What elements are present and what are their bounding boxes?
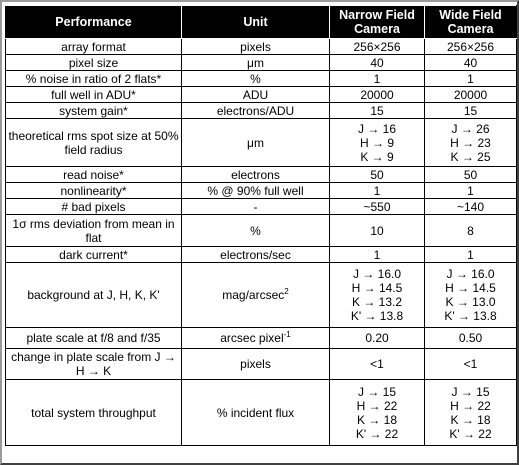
- table-row: [6, 183, 517, 199]
- parameter-cell: plate scale at f/8 and f/35: [6, 328, 182, 349]
- unit-text: pixels: [240, 357, 271, 371]
- narrow-value: 1: [373, 247, 381, 262]
- unit-superscript: 2: [284, 287, 289, 296]
- parameter-cell: system gain*: [6, 103, 182, 119]
- wide-value: K' → 13.8: [444, 309, 497, 323]
- unit-cell: [182, 215, 330, 247]
- narrow-value-cell: [330, 103, 425, 119]
- wide-value-cell: [425, 183, 517, 199]
- table-row: [6, 263, 517, 328]
- parameter-cell: nonlinearity*: [6, 183, 182, 199]
- wide-value: K → 25: [450, 149, 491, 164]
- unit-text: % @ 90% full well: [207, 183, 304, 198]
- narrow-value-cell: [330, 55, 425, 71]
- wide-value-cell: [425, 328, 517, 349]
- narrow-value-cell: [330, 263, 425, 328]
- wide-value: 1: [467, 183, 474, 198]
- parameter-cell: background at J, H, K, K': [6, 263, 182, 328]
- narrow-value-cell: [330, 87, 425, 103]
- table-row: [6, 167, 517, 183]
- unit-text: electrons/ADU: [216, 103, 295, 118]
- table-row: [6, 71, 517, 87]
- unit-cell: [182, 328, 330, 349]
- wide-value: K' → 22: [449, 426, 492, 441]
- table-row: [6, 87, 517, 103]
- parameter-cell: dark current*: [6, 247, 182, 263]
- wide-value-cell: [425, 199, 517, 215]
- narrow-value-cell: [330, 380, 425, 446]
- header-row: [6, 6, 517, 39]
- narrow-value: K → 9: [360, 149, 394, 164]
- wide-value-cell: [425, 247, 517, 263]
- unit-text: electrons/sec: [220, 247, 291, 262]
- table-row: [6, 119, 517, 167]
- wide-value: H → 23: [450, 135, 491, 150]
- header-performance: Performance: [6, 6, 182, 39]
- wide-value-cell: [425, 119, 517, 167]
- wide-value: H → 22: [450, 398, 491, 413]
- unit-cell: [182, 71, 330, 87]
- wide-value-cell: [425, 215, 517, 247]
- narrow-value: K → 13.2: [351, 295, 403, 309]
- narrow-value-cell: [330, 119, 425, 167]
- narrow-value: 20000: [360, 87, 394, 102]
- unit-cell: [182, 55, 330, 71]
- unit-text: μm: [247, 135, 264, 150]
- wide-value: 40: [463, 55, 478, 70]
- narrow-value: 0.20: [365, 331, 389, 345]
- narrow-value-cell: [330, 183, 425, 199]
- narrow-value: 10: [370, 223, 384, 238]
- wide-value: K → 13.0: [445, 295, 496, 309]
- narrow-value-cell: [330, 199, 425, 215]
- table-row: [6, 247, 517, 263]
- table-row: [6, 380, 517, 446]
- table-row: [6, 328, 517, 349]
- unit-cell: [182, 263, 330, 328]
- narrow-value: H → 22: [356, 398, 398, 413]
- table-row: [6, 55, 517, 71]
- unit-cell: [182, 380, 330, 446]
- unit-text: %: [250, 223, 261, 238]
- wide-value: <1: [463, 357, 478, 371]
- narrow-value: J → 16.0: [352, 267, 402, 281]
- wide-value-cell: [425, 71, 517, 87]
- unit-cell: [182, 183, 330, 199]
- table-row: [6, 39, 517, 55]
- table-row: [6, 215, 517, 247]
- unit-cell: [182, 247, 330, 263]
- narrow-value: K → 18: [356, 412, 398, 427]
- narrow-value: 15: [370, 103, 384, 118]
- wide-value-cell: [425, 349, 517, 380]
- narrow-value-cell: [330, 328, 425, 349]
- wide-value: 1: [467, 71, 474, 86]
- unit-cell: [182, 119, 330, 167]
- narrow-value-cell: [330, 349, 425, 380]
- parameter-cell: total system throughput: [6, 380, 182, 446]
- parameter-cell: % noise in ratio of 2 flats*: [6, 71, 182, 87]
- unit-text: ADU: [242, 87, 269, 102]
- narrow-value-cell: [330, 247, 425, 263]
- table-row: [6, 199, 517, 215]
- unit-text: %: [250, 71, 261, 86]
- header-narrow-field-camera: Narrow Field Camera: [330, 6, 425, 39]
- wide-value: 50: [463, 167, 478, 182]
- table-row: [6, 103, 517, 119]
- parameter-cell: array format: [6, 39, 182, 55]
- unit-cell: [182, 349, 330, 380]
- parameter-cell: full well in ADU*: [6, 87, 182, 103]
- narrow-value: J → 16: [357, 121, 396, 136]
- header-wide-field-camera: Wide Field Camera: [425, 6, 517, 39]
- narrow-value: 50: [370, 167, 384, 182]
- parameter-cell: change in plate scale from J → H → K: [6, 349, 182, 380]
- parameter-cell: pixel size: [6, 55, 182, 71]
- narrow-value-cell: [330, 71, 425, 87]
- narrow-value: J → 15: [357, 384, 396, 399]
- parameter-cell: theoretical rms spot size at 50% field radius: [6, 119, 182, 167]
- unit-text: electrons: [231, 167, 280, 182]
- header-unit: Unit: [182, 6, 330, 39]
- performance-table: [5, 5, 517, 446]
- wide-value-cell: [425, 39, 517, 55]
- unit-text: pixels: [240, 39, 271, 54]
- wide-value: 256×256: [446, 39, 495, 54]
- narrow-value: K' → 13.8: [350, 309, 404, 323]
- wide-value-cell: [425, 103, 517, 119]
- wide-value-cell: [425, 55, 517, 71]
- unit-superscript: -1: [283, 330, 291, 339]
- unit-text: μm: [247, 55, 264, 70]
- parameter-cell: 1σ rms deviation from mean in flat: [6, 215, 182, 247]
- narrow-value: 256×256: [353, 39, 401, 54]
- unit-cell: [182, 103, 330, 119]
- narrow-value-cell: [330, 215, 425, 247]
- wide-value: J → 26: [451, 121, 490, 136]
- unit-text: arcsec pixel: [220, 331, 284, 345]
- narrow-value: <1: [370, 357, 384, 371]
- wide-value-cell: [425, 167, 517, 183]
- unit-cell: [182, 39, 330, 55]
- narrow-value: K' → 22: [355, 426, 399, 441]
- wide-value: J → 15: [451, 384, 490, 399]
- wide-value: J → 16.0: [446, 267, 495, 281]
- unit-text: % incident flux: [216, 405, 295, 420]
- wide-value: 20000: [453, 87, 488, 102]
- wide-value-cell: [425, 87, 517, 103]
- narrow-value: 1: [373, 183, 381, 198]
- wide-value-cell: [425, 263, 517, 328]
- parameter-cell: # bad pixels: [6, 199, 182, 215]
- narrow-value: H → 9: [359, 135, 394, 150]
- narrow-value: H → 14.5: [351, 281, 403, 295]
- unit-cell: [182, 167, 330, 183]
- wide-value-cell: [425, 380, 517, 446]
- wide-value: H → 14.5: [445, 281, 496, 295]
- narrow-value: ~550: [363, 199, 391, 214]
- parameter-cell: read noise*: [6, 167, 182, 183]
- narrow-value-cell: [330, 39, 425, 55]
- narrow-value-cell: [330, 167, 425, 183]
- narrow-value: 40: [370, 55, 384, 70]
- unit-cell: [182, 87, 330, 103]
- wide-value: 8: [467, 223, 474, 238]
- wide-value: K → 18: [450, 412, 491, 427]
- unit-text: mag/arcsec: [222, 288, 285, 302]
- wide-value: 0.50: [458, 331, 483, 345]
- narrow-value: 1: [373, 71, 381, 86]
- wide-value: ~140: [456, 199, 485, 214]
- unit-cell: [182, 199, 330, 215]
- wide-value: 15: [463, 103, 478, 118]
- unit-text: -: [253, 199, 258, 214]
- wide-value: 1: [467, 247, 474, 262]
- table-row: [6, 349, 517, 380]
